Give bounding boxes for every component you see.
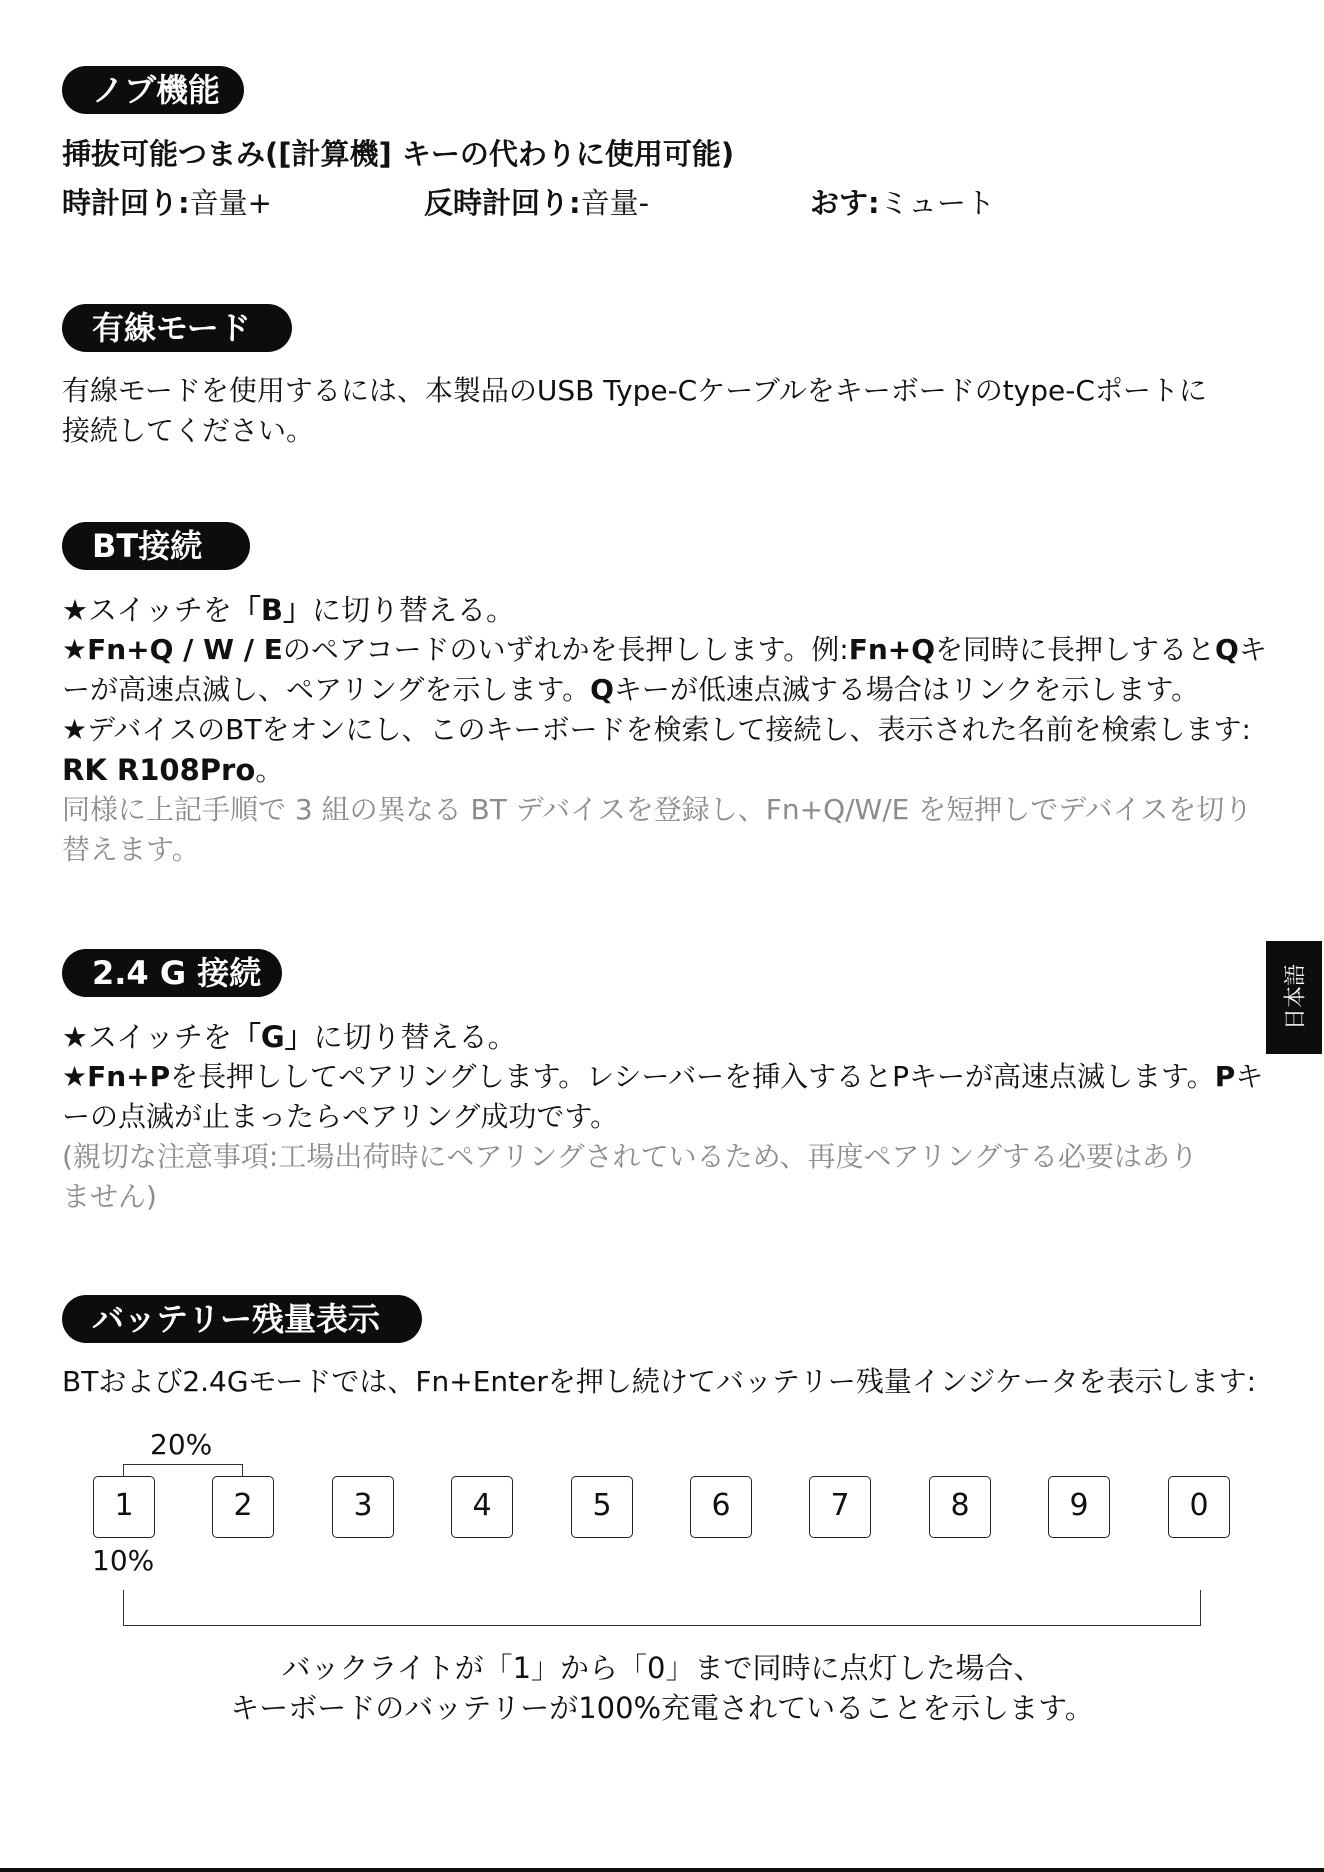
wired-heading: 有線モード <box>62 304 292 352</box>
bt-heading: BT接続 <box>62 522 250 570</box>
label-10-percent: 10% <box>92 1544 155 1577</box>
bt-q-key: Q <box>1215 633 1239 666</box>
bt-step-3: ★デバイスのBTをオンにし、このキーボードを検索して接続し、表示された名前を検索します: <box>62 713 1251 746</box>
bt-step-2-cont-text: ーが高速点滅し、ペアリングを示します。 <box>62 673 591 706</box>
battery-key-2: 2 <box>212 1476 274 1538</box>
language-side-tab-label: 日本語 <box>1283 963 1309 1031</box>
label-20-percent: 20% <box>150 1428 213 1461</box>
wired-text-line1: 有線モードを使用するには、本製品のUSB Type-Cケーブルをキーボードのtype-Cポートに <box>62 374 1207 407</box>
knob-ccw-value: 音量- <box>580 186 650 220</box>
battery-key-5: 5 <box>571 1476 633 1538</box>
knob-heading: ノブ機能 <box>62 66 244 114</box>
knob-description: 挿抜可能つまみ([計算機] キーの代わりに使用可能) <box>62 137 735 171</box>
bt-note-line2: 替えます。 <box>62 833 200 866</box>
g24-note-line2: ません) <box>62 1180 157 1213</box>
bracket-20-percent <box>123 1464 243 1476</box>
bt-step-2-text: のペアコードのいずれかを長押しします。例: <box>282 633 849 666</box>
bt-switch-b: 「B」 <box>231 593 312 627</box>
bt-step-1-end: に切り替える。 <box>311 593 515 627</box>
battery-key-3: 3 <box>332 1476 394 1538</box>
bottom-rule <box>0 1868 1324 1872</box>
g24-p-key: P <box>1214 1060 1236 1093</box>
battery-key-0: 0 <box>1168 1476 1230 1538</box>
language-side-tab <box>1266 941 1322 1054</box>
bt-step-2-cont-end: キーが低速点滅する場合はリンクを示します。 <box>613 673 1200 706</box>
wired-text-line2: 接続してください。 <box>62 414 315 447</box>
bt-step-2-end: キ <box>1238 633 1267 666</box>
knob-clockwise <box>62 183 272 223</box>
knob-press-value: ミュート <box>879 186 996 220</box>
bt-device-name <box>62 750 284 790</box>
battery-key-7: 7 <box>809 1476 871 1538</box>
battery-caption-line1: バックライトが「1」から「0」まで同時に点灯した場合、 <box>281 1651 1043 1685</box>
g24-step-2-cont: ーの点滅が止まったらペアリング成功です。 <box>62 1100 619 1133</box>
bt-note-line1: 同様に上記手順で 3 組の異なる BT デバイスを登録し、Fn+Q/W/E を短押しでデバイスを切り <box>62 793 1253 826</box>
bt-pair-keys: ★Fn+Q / W / E <box>62 633 283 666</box>
battery-key-1: 1 <box>93 1476 155 1538</box>
bt-step-2 <box>62 630 1267 670</box>
g24-pair-key: ★Fn+P <box>62 1060 171 1093</box>
g24-step-2-end: キ <box>1235 1060 1264 1093</box>
g24-note-line1: (親切な注意事項:工場出荷時にペアリングされているため、再度ペアリングする必要はあり <box>62 1140 1198 1173</box>
bt-example-key: Fn+Q <box>848 633 936 666</box>
battery-heading: バッテリー残量表示 <box>62 1295 422 1343</box>
g24-step-2 <box>62 1057 1263 1097</box>
battery-key-4: 4 <box>451 1476 513 1538</box>
bt-step-1 <box>62 590 515 630</box>
battery-caption-line2: キーボードのバッテリーが100%充電されていることを示します。 <box>230 1691 1094 1725</box>
bt-step-2-cont <box>62 670 1199 710</box>
g24-step-1-text: ★スイッチを <box>62 1020 232 1054</box>
bt-q-key-2: Q <box>590 673 614 706</box>
knob-press <box>810 183 995 223</box>
bt-step-2-text-b: を同時に長押しすると <box>935 633 1216 666</box>
g24-step-1 <box>62 1017 517 1057</box>
bt-device-name-end: 。 <box>255 753 285 787</box>
knob-press-label: おす: <box>810 186 880 220</box>
g24-switch-g: 「G」 <box>231 1020 314 1054</box>
battery-key-9: 9 <box>1048 1476 1110 1538</box>
g24-heading: 2.4 G 接続 <box>62 949 282 997</box>
bracket-100-percent <box>123 1590 1201 1626</box>
knob-ccw-label: 反時計回り: <box>424 186 581 220</box>
knob-cw-value: 音量+ <box>189 186 272 220</box>
g24-step-1-end: に切り替える。 <box>313 1020 517 1054</box>
bt-device-name-text: RK R108Pro <box>62 753 256 787</box>
battery-key-8: 8 <box>929 1476 991 1538</box>
knob-cw-label: 時計回り: <box>62 186 190 220</box>
bt-step-1-text: ★スイッチを <box>62 593 232 627</box>
g24-step-2-text: を長押ししてペアリングします。レシーバーを挿入するとPキーが高速点滅します。 <box>170 1060 1215 1093</box>
battery-key-6: 6 <box>690 1476 752 1538</box>
battery-description: BTおよび2.4Gモードでは、Fn+Enterを押し続けてバッテリー残量インジケータを表示します: <box>62 1365 1257 1398</box>
knob-counterclockwise <box>424 183 649 223</box>
